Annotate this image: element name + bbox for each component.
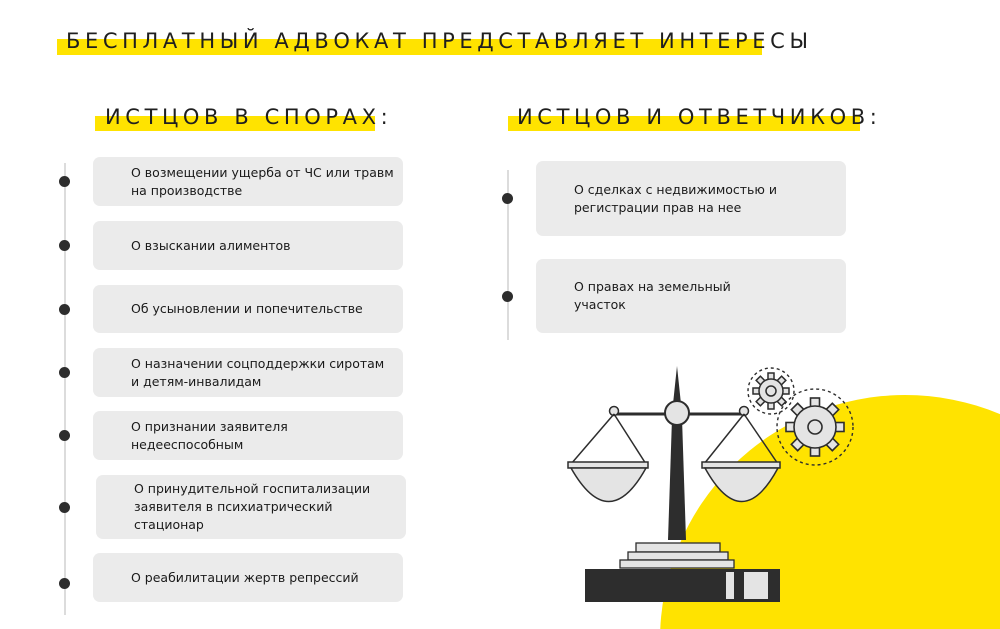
timeline-dot [59,578,70,589]
list-item-text: О принудительной госпитализации заявителя в психиатрический стационар [134,481,371,532]
list-item [536,259,846,333]
timeline-dot [59,502,70,513]
list-item-text: О возмещении ущерба от ЧС или травм на производстве [131,164,394,198]
timeline-dot [59,304,70,315]
list-item [96,475,406,539]
timeline-dot [59,430,70,441]
list-item [93,348,403,397]
list-item-text: О взыскании алиментов [131,237,291,253]
list-item [536,161,846,236]
left-heading: ИСТЦОВ В СПОРАХ: [105,105,393,129]
list-item-text: О правах на земельный участок [574,279,731,312]
list-item [93,157,403,206]
timeline-dot [59,367,70,378]
large-gear-icon [786,398,844,456]
scales-illustration [540,340,1000,629]
timeline-dot [502,193,513,204]
list-item-text: О признании заявителя недееспособным [131,418,288,452]
left-timeline-line [64,163,66,615]
page-title: БЕСПЛАТНЫЙ АДВОКАТ ПРЕДСТАВЛЯЕТ ИНТЕРЕСЫ [66,29,813,53]
timeline-dot [59,240,70,251]
list-item-text: О сделках с недвижимостью и регистрации прав на нее [574,181,778,215]
list-item-text: О назначении соцподдержки сиротам и детям-инвалидам [131,355,385,389]
small-gear-icon [753,373,789,409]
list-item [93,221,403,270]
list-item [93,411,403,460]
timeline-dot [59,176,70,187]
list-item-text: Об усыновлении и попечительстве [131,301,363,316]
timeline-dot [502,291,513,302]
list-item-text: О реабилитации жертв репрессий [131,569,359,585]
list-item [93,553,403,602]
list-item [93,285,403,333]
right-heading: ИСТЦОВ И ОТВЕТЧИКОВ: [517,105,882,129]
